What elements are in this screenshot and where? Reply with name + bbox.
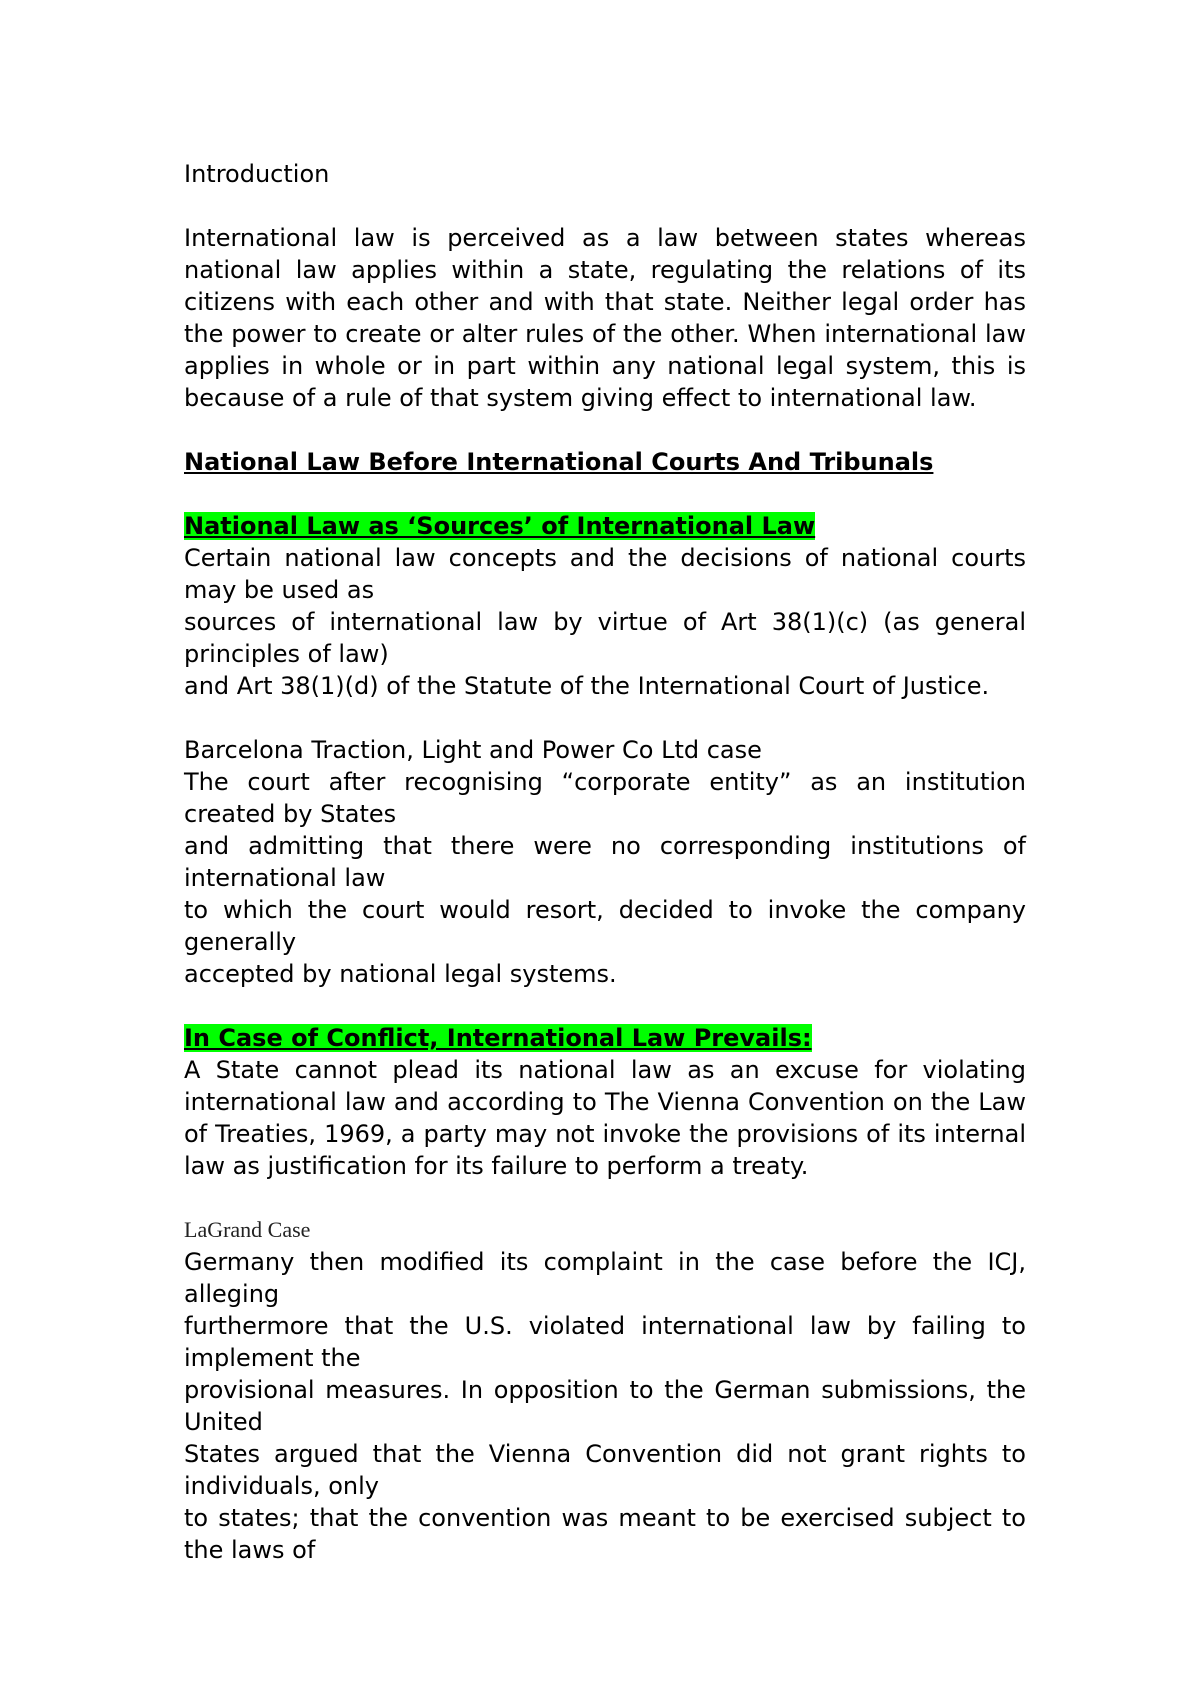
barcelona-case-title: Barcelona Traction, Light and Power Co Ltd case	[184, 736, 762, 764]
lagrand-line: Germany then modified its complaint in the case before the ICJ,	[184, 1248, 1026, 1276]
spacer	[184, 190, 1026, 222]
document-page	[184, 158, 1026, 1566]
lagrand-line: provisional measures. In opposition to the German submissions, the	[184, 1376, 1026, 1404]
section-heading: National Law Before International Courts And Tribunals	[184, 448, 934, 476]
sources-heading-highlight: National Law as ‘Sources’ of International Law	[184, 512, 816, 540]
lagrand-line: to states; that the convention was meant to be exercised subject to	[184, 1504, 1026, 1532]
sources-line: may be used as	[184, 576, 375, 604]
lagrand-line: United	[184, 1408, 263, 1436]
conflict-paragraph: A State cannot plead its national law as an excuse for violating international law and according to The Vienna Convention on the Law of Treaties, 1969, a party may not invoke the provisions of its internal law as justification for its failure to perform a treaty.	[184, 1056, 1026, 1180]
barcelona-line: to which the court would resort, decided to invoke the company	[184, 896, 1026, 924]
spacer	[184, 990, 1026, 1022]
conflict-heading	[184, 1022, 1026, 1054]
intro-paragraph: International law is perceived as a law between states whereas national law applies within a state, regulating the relations of its citizens with each other and with that state. Neither legal order has the power to create or alter rules of the other. When international law applies in whole or in part within any national legal system, this is because of a rule of that system giving effect to international law.	[184, 224, 1026, 412]
spacer	[184, 1182, 1026, 1214]
barcelona-line: generally	[184, 928, 297, 956]
barcelona-line: accepted by national legal systems.	[184, 960, 617, 988]
lagrand-body	[184, 1246, 1026, 1566]
sources-line: and Art 38(1)(d) of the Statute of the International Court of Justice.	[184, 672, 990, 700]
barcelona-line: created by States	[184, 800, 397, 828]
spacer	[184, 414, 1026, 446]
barcelona-line: and admitting that there were no corresponding institutions of	[184, 832, 1026, 860]
lagrand-line: implement the	[184, 1344, 361, 1372]
spacer	[184, 702, 1026, 734]
barcelona-body	[184, 766, 1026, 990]
lagrand-line: States argued that the Vienna Convention did not grant rights to	[184, 1440, 1026, 1468]
barcelona-line: The court after recognising “corporate entity” as an institution	[184, 768, 1026, 796]
lagrand-line: the laws of	[184, 1536, 316, 1564]
sources-line: principles of law)	[184, 640, 389, 668]
conflict-heading-highlight: In Case of Conflict, International Law Prevails:	[184, 1024, 812, 1052]
sources-line: sources of international law by virtue of Art 38(1)(c) (as general	[184, 608, 1026, 636]
spacer	[184, 478, 1026, 510]
intro-title: Introduction	[184, 160, 330, 188]
lagrand-case-title: LaGrand Case	[184, 1217, 311, 1242]
sources-heading	[184, 510, 1026, 542]
barcelona-line: international law	[184, 864, 386, 892]
sources-body	[184, 542, 1026, 702]
lagrand-line: alleging	[184, 1280, 280, 1308]
lagrand-line: furthermore that the U.S. violated international law by failing to	[184, 1312, 1026, 1340]
lagrand-line: individuals, only	[184, 1472, 379, 1500]
sources-line: Certain national law concepts and the decisions of national courts	[184, 544, 1026, 572]
